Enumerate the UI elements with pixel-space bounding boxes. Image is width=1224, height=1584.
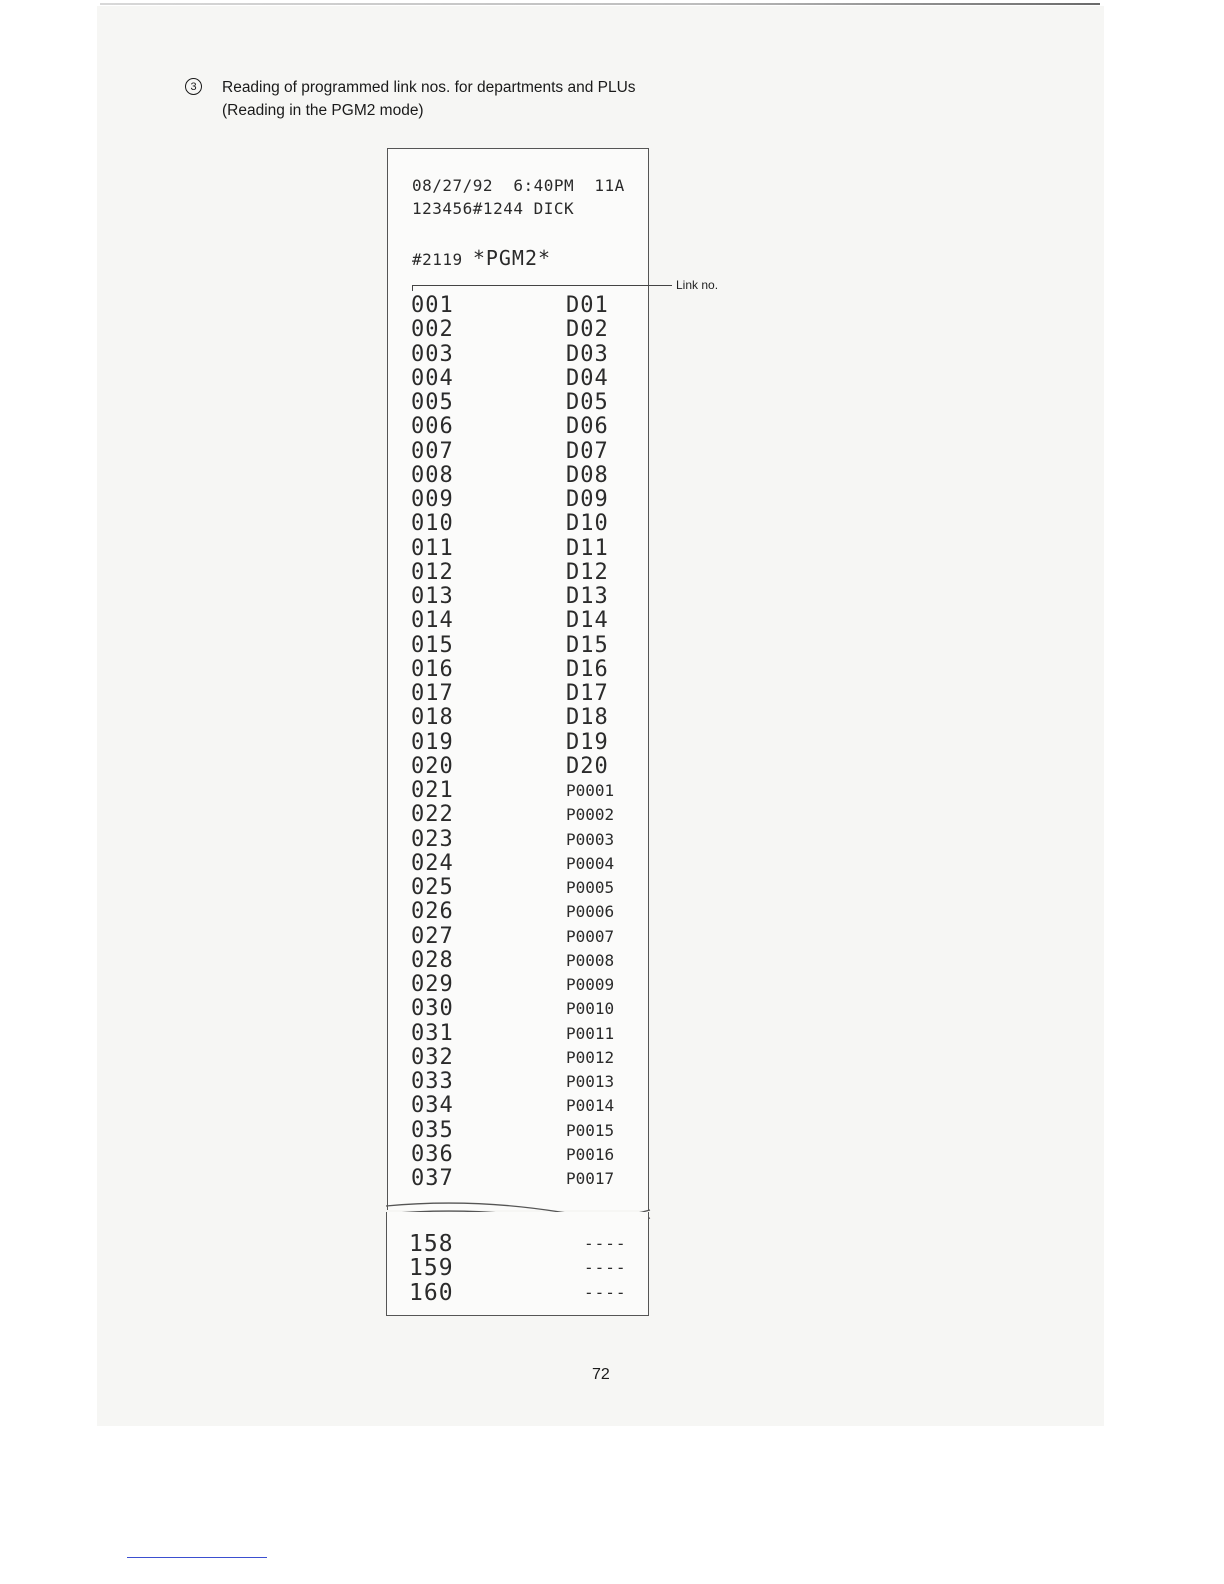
link-number: P0001: [566, 781, 615, 800]
receipt-row: [411, 1070, 641, 1094]
receipt-row: [411, 755, 641, 779]
row-number: 029: [411, 972, 454, 997]
report-title: *PGM2*: [472, 246, 552, 270]
row-number: 032: [411, 1044, 454, 1070]
row-number: 006: [411, 414, 454, 440]
row-number: 014: [411, 608, 454, 634]
receipt-row: [411, 343, 641, 367]
link-number: ----: [584, 1258, 627, 1278]
receipt-row: [411, 852, 641, 876]
receipt-row: [411, 367, 641, 391]
link-number: D19: [566, 729, 609, 755]
row-number: 018: [411, 705, 454, 731]
receipt-row: [411, 415, 641, 439]
link-number: D12: [566, 559, 609, 585]
link-number: P0009: [566, 975, 615, 994]
row-number: 033: [411, 1069, 454, 1094]
row-number: 004: [411, 365, 454, 391]
row-number: 035: [411, 1117, 454, 1143]
row-number: 027: [411, 923, 454, 949]
receipt-row: [411, 876, 641, 900]
link-number: D18: [566, 705, 609, 731]
link-number: D09: [566, 487, 609, 512]
link-number: D07: [566, 438, 609, 464]
bottom-rule: [127, 1557, 267, 1558]
receipt-row: [411, 1022, 641, 1046]
row-number: 009: [411, 487, 454, 512]
receipt-row: [411, 900, 641, 924]
row-number: 015: [411, 632, 454, 658]
receipt-row: [409, 1256, 639, 1280]
link-number: P0015: [566, 1120, 615, 1140]
receipt-row: [409, 1232, 639, 1256]
receipt-row: [411, 731, 641, 755]
link-number: P0006: [566, 902, 615, 922]
link-number: P0004: [566, 853, 615, 873]
link-number: P0003: [566, 829, 615, 849]
row-number: 010: [411, 511, 454, 537]
link-no-label: Link no.: [676, 278, 719, 292]
row-number: 008: [411, 462, 454, 488]
report-number: #2119: [412, 250, 463, 269]
row-number: 030: [411, 996, 454, 1022]
receipt-row: [411, 634, 641, 658]
link-number: P0013: [566, 1072, 615, 1091]
row-number: 159: [409, 1255, 454, 1282]
receipt-row: [411, 828, 641, 852]
link-number: P0016: [566, 1144, 615, 1164]
receipt-row: [411, 658, 641, 682]
link-no-leader: [412, 285, 672, 286]
link-number: ----: [584, 1282, 627, 1302]
receipt-row: [411, 706, 641, 730]
link-number: D14: [566, 608, 609, 634]
link-number: D02: [566, 317, 609, 343]
receipt-row: [411, 949, 641, 973]
row-number: 160: [409, 1279, 454, 1306]
row-number: 028: [411, 947, 454, 973]
row-number: 024: [411, 850, 454, 876]
heading-line-1: Reading of programmed link nos. for departments and PLUs: [222, 79, 636, 96]
row-number: 019: [411, 729, 454, 755]
row-number: 021: [411, 778, 454, 803]
row-number: 036: [411, 1141, 454, 1167]
link-number: P0011: [566, 1023, 615, 1043]
row-number: 002: [411, 317, 454, 343]
heading-line-2: (Reading in the PGM2 mode): [222, 102, 424, 119]
link-number: D03: [566, 341, 609, 367]
link-number: D08: [566, 462, 609, 488]
row-number: 023: [411, 826, 454, 852]
link-number: D15: [566, 632, 609, 658]
link-no-tick: [412, 285, 413, 291]
receipt-report-line: [412, 246, 551, 270]
row-number: 001: [411, 293, 454, 318]
receipt-row: [411, 1119, 641, 1143]
link-number: P0010: [566, 999, 615, 1019]
link-number: ----: [584, 1234, 627, 1253]
link-number: D11: [566, 535, 609, 561]
row-number: 012: [411, 559, 454, 585]
link-number: D04: [566, 365, 609, 391]
receipt-row: [411, 440, 641, 464]
receipt-row: [411, 294, 641, 318]
receipt-row: [411, 561, 641, 585]
page-number: 72: [592, 1366, 610, 1383]
link-number: D17: [566, 681, 609, 706]
receipt-row: [411, 391, 641, 415]
receipt-row: [411, 488, 641, 512]
row-number: 017: [411, 681, 454, 706]
row-number: 016: [411, 656, 454, 682]
link-number: D05: [566, 390, 609, 415]
receipt-row: [411, 1167, 641, 1191]
link-number: P0005: [566, 878, 615, 897]
receipt-row: [411, 1094, 641, 1118]
link-number: P0017: [566, 1169, 615, 1188]
link-list-tail: [409, 1232, 639, 1305]
link-number: D20: [566, 753, 609, 779]
receipt-row: [411, 1143, 641, 1167]
receipt-row: [411, 1046, 641, 1070]
step-marker: 3: [185, 78, 202, 95]
link-number: D01: [566, 293, 609, 318]
link-list: [411, 294, 641, 1191]
receipt-row: [411, 682, 641, 706]
row-number: 013: [411, 584, 454, 609]
receipt-row: [411, 779, 641, 803]
link-number: P0012: [566, 1047, 615, 1067]
row-number: 020: [411, 753, 454, 779]
receipt-row: [411, 803, 641, 827]
row-number: 022: [411, 802, 454, 828]
link-number: P0002: [566, 805, 615, 825]
receipt-row: [411, 464, 641, 488]
link-number: P0008: [566, 950, 615, 970]
receipt-header-datetime: 08/27/92 6:40PM 11A: [412, 176, 625, 195]
row-number: 011: [411, 535, 454, 561]
link-number: P0007: [566, 926, 615, 946]
receipt-row: [411, 925, 641, 949]
receipt-row: [411, 537, 641, 561]
link-number: D13: [566, 584, 609, 609]
row-number: 031: [411, 1020, 454, 1046]
receipt-header-clerk: 123456#1244 DICK: [412, 199, 575, 218]
receipt-row: [411, 609, 641, 633]
receipt-row: [411, 512, 641, 536]
row-number: 005: [411, 390, 454, 415]
row-number: 007: [411, 438, 454, 464]
row-number: 026: [411, 899, 454, 925]
row-number: 034: [411, 1093, 454, 1119]
link-number: D10: [566, 511, 609, 537]
receipt-row: [409, 1281, 639, 1305]
row-number: 037: [411, 1166, 454, 1191]
top-rule: [100, 3, 1100, 5]
receipt-row: [411, 997, 641, 1021]
receipt-row: [411, 973, 641, 997]
row-number: 158: [409, 1231, 454, 1257]
link-number: D06: [566, 414, 609, 440]
row-number: 003: [411, 341, 454, 367]
receipt-row: [411, 585, 641, 609]
row-number: 025: [411, 875, 454, 900]
link-number: P0014: [566, 1096, 615, 1116]
receipt-row: [411, 318, 641, 342]
link-number: D16: [566, 656, 609, 682]
